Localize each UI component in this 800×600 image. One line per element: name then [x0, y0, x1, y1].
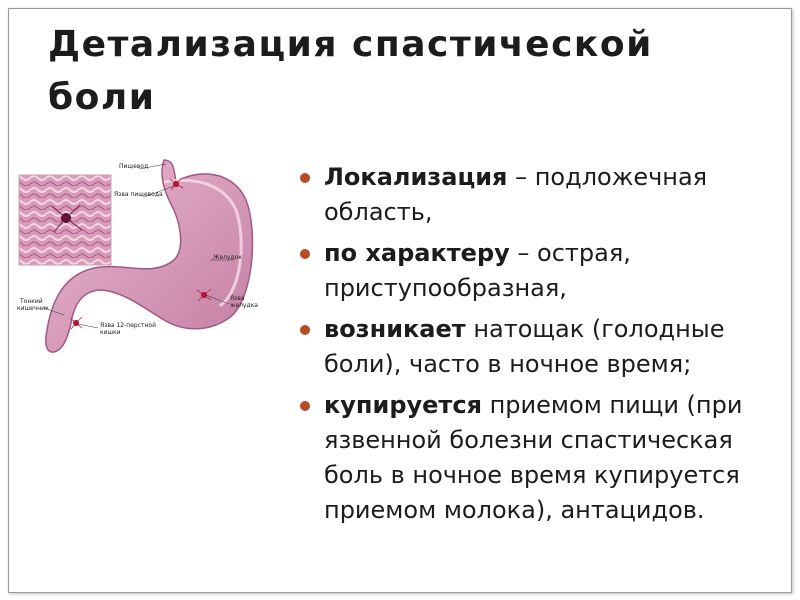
- label-small-intestine-1: Тонкий: [20, 298, 43, 305]
- bullet-text: – острая, приступообразная,: [324, 239, 631, 302]
- label-gastric-ulcer-1: Язва: [230, 295, 245, 302]
- bullet-text: – подложечная область,: [324, 163, 708, 226]
- bullet-term: купируется: [324, 391, 482, 419]
- bullet-term: возникает: [324, 315, 466, 343]
- label-gastric-ulcer-2: желудка: [230, 302, 258, 309]
- bullet-term: Локализация: [324, 163, 508, 191]
- bullet-list: [300, 160, 785, 534]
- stomach-ulcer-illustration: [14, 150, 274, 360]
- bullet-text: приемом пищи (при язвенной болезни спастическая боль в ночное время купируется приемом молока), антацидов.: [324, 391, 743, 524]
- label-stomach: Желудок: [213, 254, 242, 261]
- label-small-intestine-2: кишечник: [17, 305, 49, 312]
- bullet-dot-icon: [300, 401, 310, 411]
- bullet-item-character: [300, 236, 785, 306]
- label-duodenal-ulcer-1: Язва 12-перстной: [100, 322, 156, 329]
- slide-title: Детализация спастической боли: [48, 24, 653, 118]
- bullet-term: по характеру: [324, 239, 510, 267]
- label-esophageal-ulcer: Язва пищевода: [114, 191, 163, 198]
- bullet-dot-icon: [300, 249, 310, 259]
- bullet-text: натощак (голодные боли), часто в ночное время;: [324, 315, 725, 378]
- label-duodenal-ulcer-2: кишки: [100, 329, 121, 336]
- bullet-item-relief: [300, 388, 785, 528]
- bullet-dot-icon: [300, 173, 310, 183]
- label-esophagus: Пищевод: [119, 163, 149, 170]
- bullet-item-localization: [300, 160, 785, 230]
- bullet-item-onset: [300, 312, 785, 382]
- bullet-dot-icon: [300, 325, 310, 335]
